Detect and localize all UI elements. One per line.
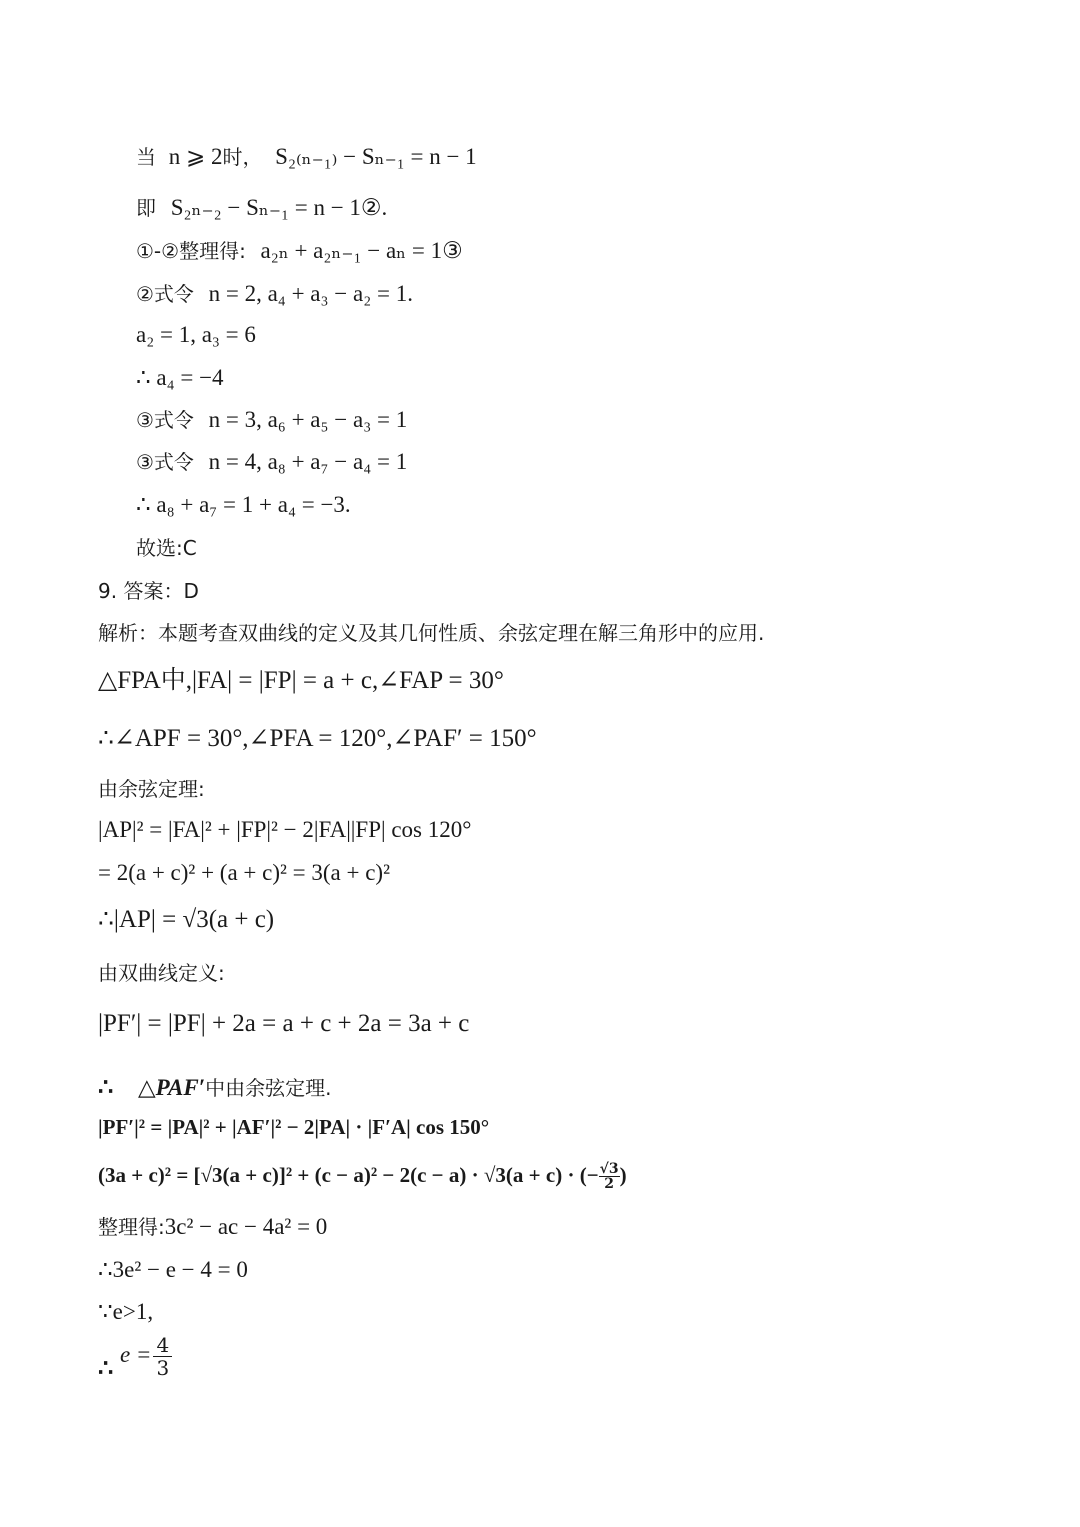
math-equation: ∴|AP| = √3(a + c): [98, 906, 275, 933]
math-equation: n = 2, a₄ + a₃ − a₂ = 1.: [208, 281, 413, 306]
text-prefix: 整理得:: [98, 1215, 165, 1239]
text-suffix: 时，: [222, 145, 263, 169]
line-n-equals-2: [136, 279, 413, 309]
math-condition: n ⩾ 2: [168, 144, 223, 169]
line-angles: [98, 724, 537, 754]
fraction-numerator: 4: [153, 1334, 172, 1357]
text-prefix: ③式令: [136, 450, 194, 474]
line-q9-answer: [98, 576, 199, 606]
line-eccentricity-result: [98, 1333, 174, 1382]
text-hyperbola-definition: 由双曲线定义:: [98, 961, 225, 985]
line-eccentricity-equation: [98, 1255, 248, 1285]
text-prefix: ③式令: [136, 408, 194, 432]
line-a4-value: [136, 363, 224, 393]
line-simplified-equation: [98, 1212, 327, 1242]
math-e-equals: e =: [119, 1342, 152, 1367]
math-equation: |PF′|² = |PA|² + |AF′|² − 2|PA| · |F′A| cos 150°: [98, 1115, 490, 1139]
text-suffix: 中由余弦定理.: [205, 1076, 332, 1100]
line-n-equals-3: [136, 405, 407, 435]
line-triangle-fpa: [98, 666, 504, 696]
line-pf-prime: [98, 1009, 469, 1039]
therefore-symbol: ∴: [98, 1072, 114, 1101]
math-equation: ∴ a₈ + a₇ = 1 + a₄ = −3.: [136, 492, 351, 517]
math-equation: n = 3, a₆ + a₅ − a₃ = 1: [208, 407, 408, 432]
text-prefix: ①-②整理得:: [136, 239, 246, 263]
fraction-denominator: 2: [604, 1176, 615, 1192]
line-ap-value: [98, 905, 274, 935]
math-equation: S₂₍ₙ₋₁₎ − Sₙ₋₁ = n − 1: [275, 144, 477, 169]
math-equation: ∴ a₄ = −4: [136, 365, 224, 390]
text-prefix: 当: [136, 145, 156, 169]
math-equation: = 2(a + c)² + (a + c)² = 3(a + c)²: [98, 860, 390, 885]
text-q9-answer: 9. 答案：D: [98, 579, 199, 603]
line-hyperbola-definition-heading: [98, 958, 225, 988]
math-equation: n = 4, a₈ + a₇ − a₄ = 1: [208, 449, 408, 474]
fraction-4-over-3: [153, 1334, 172, 1379]
line-choice-c: [136, 533, 197, 563]
math-equation: S₂ₙ₋₂ − Sₙ₋₁ = n − 1②.: [170, 195, 388, 220]
fraction-sqrt3-over-2: [599, 1162, 620, 1191]
math-equation: |PF′| = |PF| + 2a = a + c + 2a = 3a + c: [98, 1010, 470, 1037]
math-equation: ∴∠APF = 30°,∠PFA = 120°,∠PAF′ = 150°: [98, 725, 537, 752]
text-answer-choice: 故选:C: [136, 536, 197, 560]
line-ap-squared-simplified: [98, 858, 390, 888]
math-equation: |AP|² = |FA|² + |FP|² − 2|FA||FP| cos 120°: [98, 817, 472, 842]
line-n-equals-4: [136, 447, 407, 477]
text-prefix: ②式令: [136, 282, 194, 306]
fraction-denominator: 3: [156, 1356, 170, 1380]
line-expanded-equation: [98, 1160, 627, 1191]
text-analysis: 解析：本题考查双曲线的定义及其几何性质、余弦定理在解三角形中的应用.: [98, 621, 765, 645]
math-equation: ∴3e² − e − 4 = 0: [98, 1257, 248, 1282]
line-ap-squared: [98, 815, 471, 845]
line-a2-a3-values: [136, 320, 256, 350]
therefore-symbol: ∴: [98, 1353, 114, 1382]
line-triangle-paf-prime: [98, 1072, 332, 1103]
math-equation: 3c² − ac − 4a² = 0: [164, 1214, 328, 1239]
math-close-paren: ): [619, 1163, 627, 1187]
line-cosine-rule-heading: [98, 774, 205, 804]
line-equation-3: [136, 236, 463, 266]
text-cosine-rule: 由余弦定理:: [98, 777, 205, 801]
math-equation: a₂ = 1, a₃ = 6: [136, 322, 256, 347]
line-e-greater-than-1: [98, 1297, 153, 1327]
math-equation: △FPA中,|FA| = |FP| = a + c,∠FAP = 30°: [98, 667, 504, 694]
math-equation: (3a + c)² = [√3(a + c)]² + (c − a)² − 2(c − a) · √3(a + c) · (−: [98, 1163, 599, 1187]
line-analysis: [98, 618, 764, 648]
math-triangle: △PAF′: [137, 1075, 206, 1100]
line-equation-2: [136, 193, 387, 223]
fraction-numerator: √3: [599, 1161, 619, 1177]
line-a8-a7-result: [136, 490, 351, 520]
math-equation: a₂ₙ + a₂ₙ₋₁ − aₙ = 1③: [260, 238, 463, 263]
line-condition-n-ge-2: [136, 142, 477, 172]
math-equation: ∵e>1,: [98, 1299, 154, 1324]
text-prefix: 即: [136, 196, 156, 220]
line-pf-prime-squared: [98, 1112, 489, 1142]
